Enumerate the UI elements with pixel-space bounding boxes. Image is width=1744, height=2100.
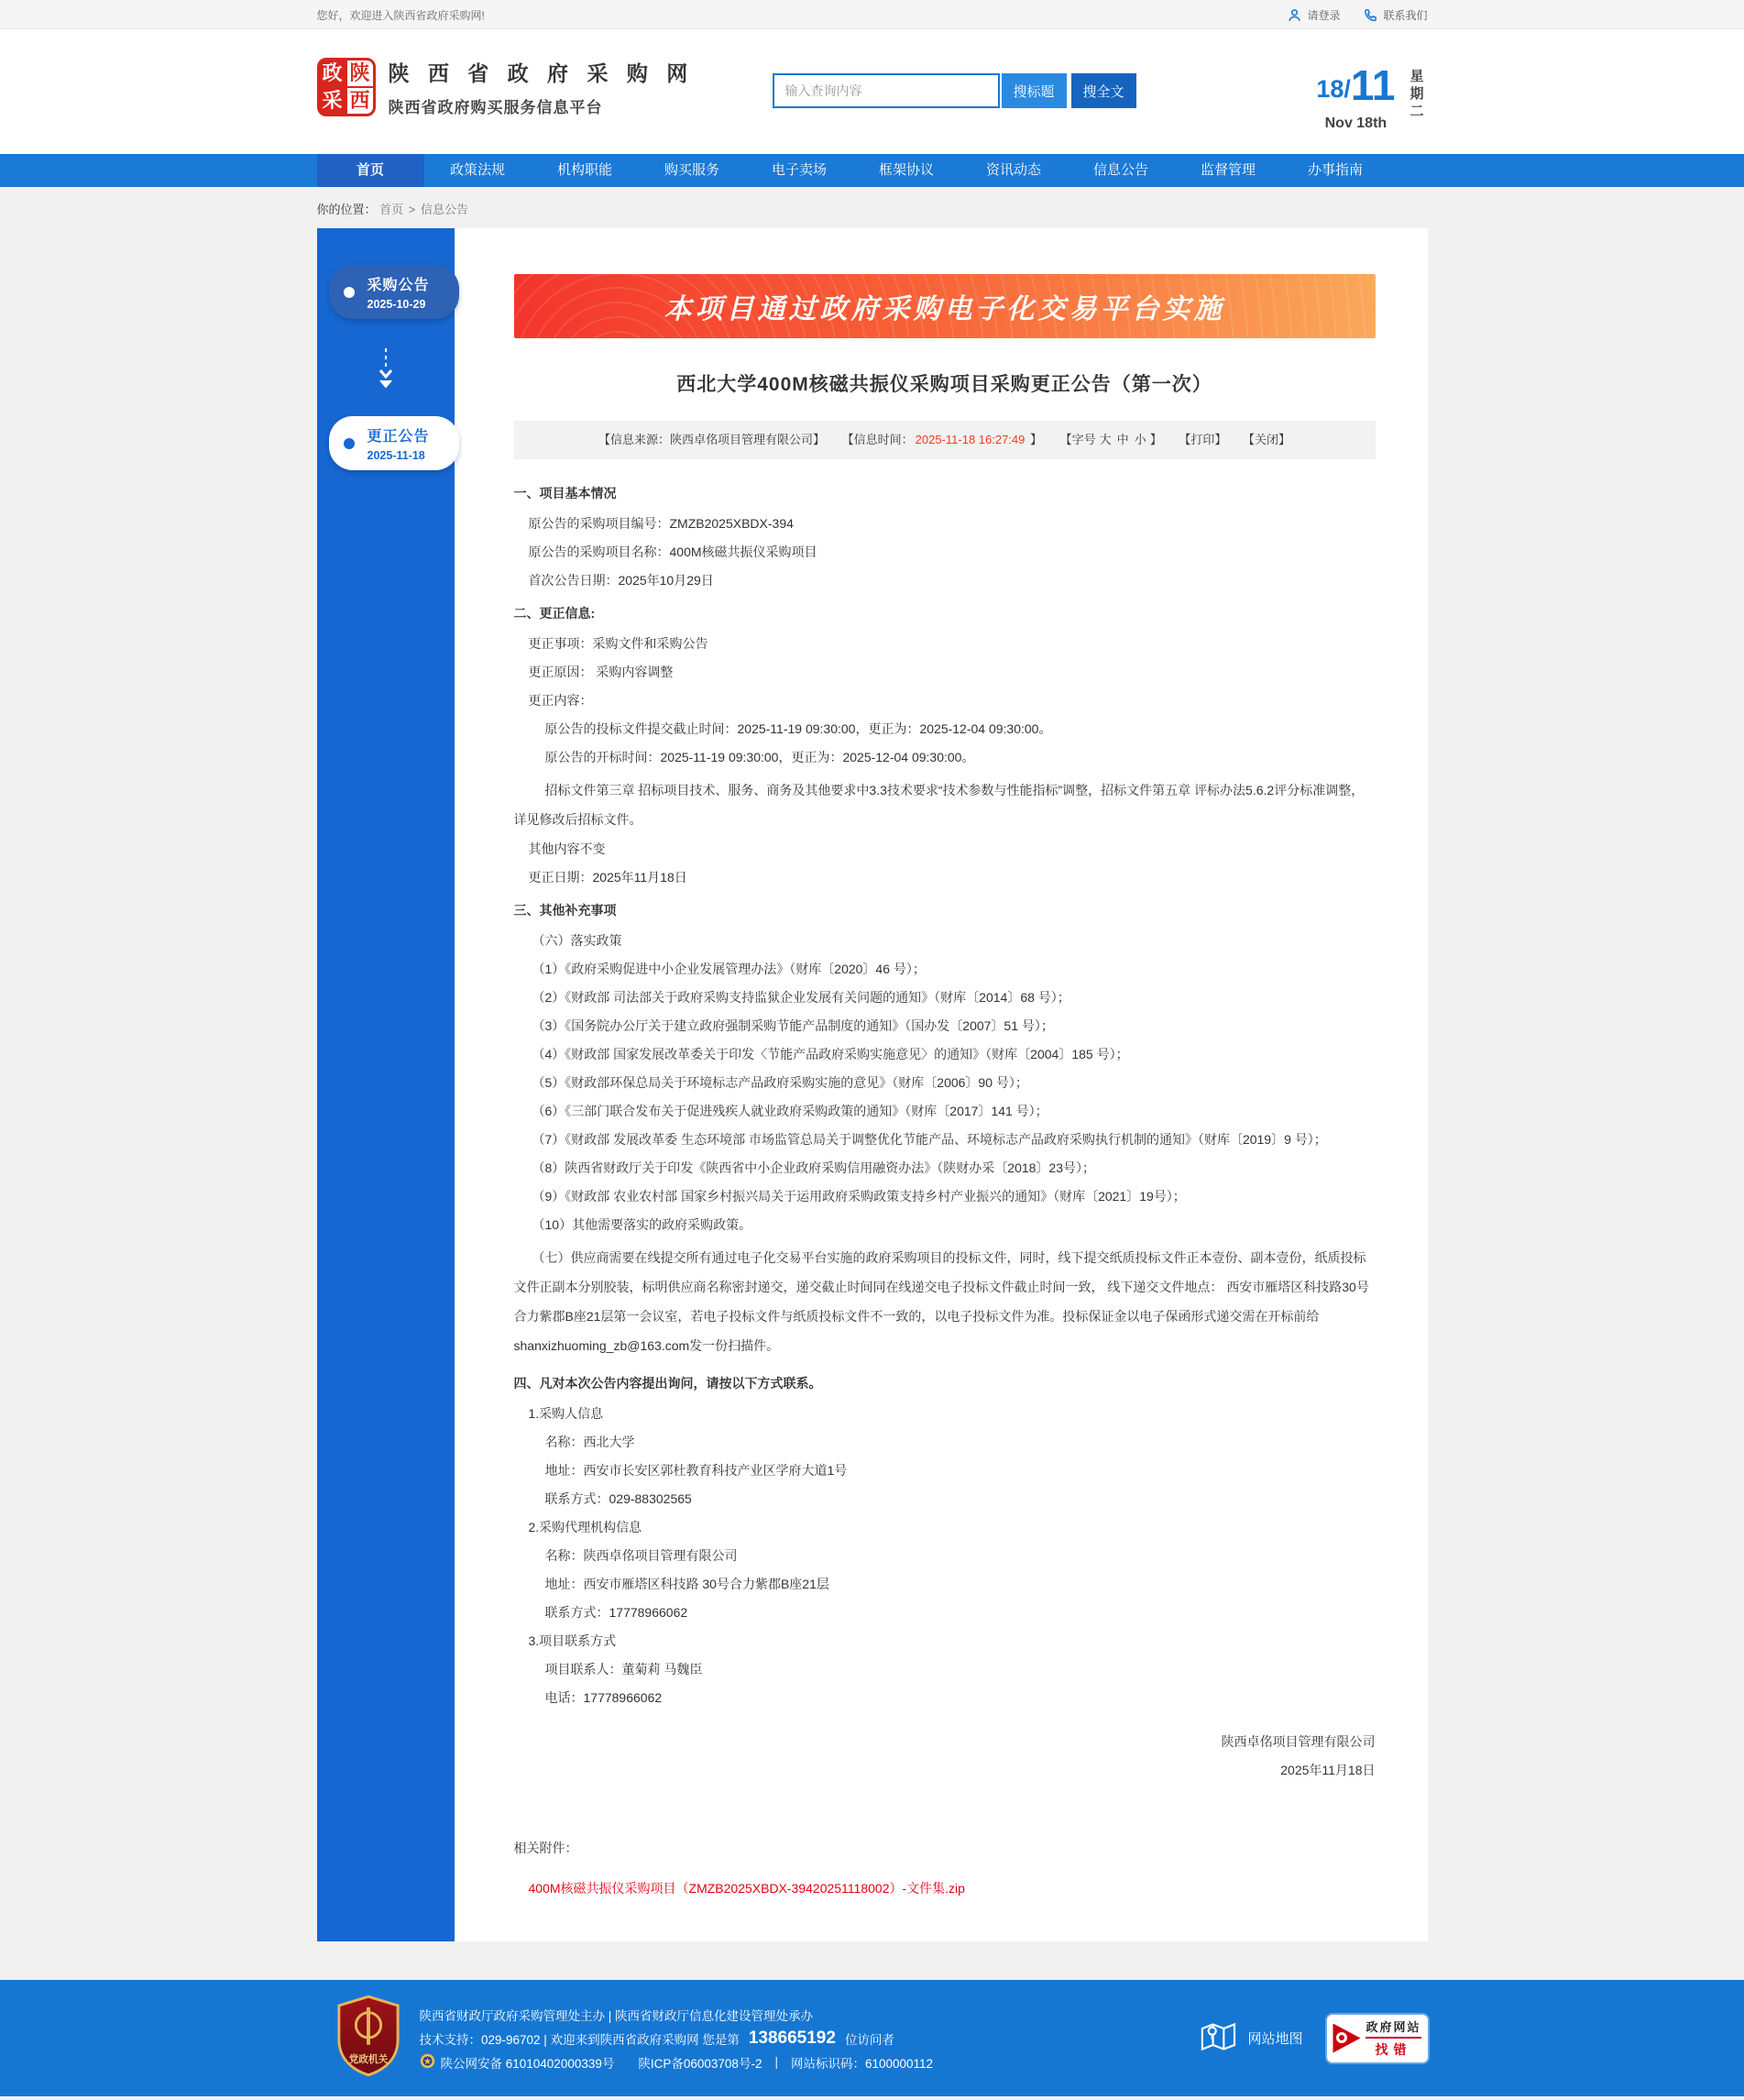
platform-banner xyxy=(514,274,1376,338)
search-input[interactable] xyxy=(773,73,1000,108)
article-paragraph: 联系方式：17778966062 xyxy=(544,1605,688,1620)
sitemap-icon xyxy=(1200,2020,1236,2057)
article-paragraph: 项目联系人：董菊莉 马魏臣 xyxy=(544,1662,703,1677)
fontsize-label: 【字号 xyxy=(1059,433,1096,446)
footer-support-text: 技术支持：029-96702 | 欢迎来到陕西省政府采购网 您是第 xyxy=(419,2032,740,2047)
date-weekday: 星期二 xyxy=(1409,69,1424,119)
timeline-dot xyxy=(344,438,355,449)
article-paragraph: （六）落实政策 xyxy=(532,933,622,948)
date-english: Nov 18th xyxy=(1324,115,1388,131)
police-badge-icon xyxy=(420,2053,435,2072)
top-bar xyxy=(0,0,1744,29)
meta-time-value: 2025-11-18 16:27:49 xyxy=(915,433,1026,446)
meta-time-close: 】 xyxy=(1026,433,1043,446)
fontsize-close: 】 xyxy=(1149,433,1162,446)
nav-item-监督管理[interactable]: 监督管理 xyxy=(1200,162,1256,178)
article-title: 西北大学400M核磁共振仪采购项目采购更正公告（第一次） xyxy=(676,374,1212,395)
main-nav-inner xyxy=(317,154,1428,187)
article-paragraph: 更正内容： xyxy=(528,693,593,708)
site-logo[interactable] xyxy=(317,57,695,117)
nav-item-资讯动态[interactable]: 资讯动态 xyxy=(985,162,1041,178)
section-heading: 三、其他补充事项 xyxy=(513,903,617,918)
welcome-text: 您好，欢迎进入陕西省政府采购网! xyxy=(316,8,485,22)
article-paragraph: 更正原因： 采购内容调整 xyxy=(528,665,674,679)
article-paragraph: 2.采购代理机构信息 xyxy=(528,1520,642,1534)
article-paragraph: （6）《三部门联合发布关于促进残疾人就业政府采购政策的通知》（财库〔2017〕141 号）； xyxy=(532,1104,1048,1118)
logo-char: 政 xyxy=(320,60,346,86)
party-gov-badge-icon xyxy=(335,1995,401,2082)
meta-time xyxy=(841,433,1043,446)
attachments-label: 相关附件： xyxy=(513,1841,578,1855)
article-paragraph: （七）供应商需要在线提交所有通过电子化交易平台实施的政府采购项目的投标文件，同时，线下提交纸质投标文件正本壹份、副本壹份，纸质投标文件正副本分别胶装，标明供应商名称密封递交，递交截止时间同在线递交电子投标文件截止时间一致， 线下递交文件地点： 西安市雁塔区科技路30号合力紫郡B座21层第一会议室，若电子投标文件与纸质投标文件不一致的，以电子投标文件为准。投标保证金以电子保函形式递交需在开标前给shanxizhuoming_zb@163.com发一份扫描件。 xyxy=(513,1250,1369,1353)
article-paragraph: （1）《政府采购促进中小企业发展管理办法》（财库〔2020〕46 号）； xyxy=(532,962,926,976)
logo-char: 陕 xyxy=(347,60,373,86)
footer-visitor-suffix: 位访问者 xyxy=(844,2032,894,2047)
article-paragraph: 名称：西北大学 xyxy=(544,1435,635,1449)
nav-item-框架协议[interactable]: 框架协议 xyxy=(878,162,934,178)
sitemap-label: 网站地图 xyxy=(1247,2031,1303,2047)
svg-text:党政机关: 党政机关 xyxy=(348,2054,388,2066)
login-label: 请登录 xyxy=(1307,8,1341,22)
find-error-icon xyxy=(1333,2024,1360,2053)
contact-label: 联系我们 xyxy=(1383,8,1428,22)
article-paragraph: 原公告的采购项目编号：ZMZB2025XBDX-394 xyxy=(528,516,794,531)
timeline-step-purchase-notice[interactable] xyxy=(329,265,459,319)
nav-item-政策法规[interactable]: 政策法规 xyxy=(449,162,505,178)
fontsize-large-button[interactable]: 大 xyxy=(1099,433,1112,446)
timeline-sidebar xyxy=(317,228,455,1941)
timeline-step-date: 2025-11-18 xyxy=(367,449,425,462)
article-paragraph: 陕西卓佲项目管理有限公司 xyxy=(1221,1734,1376,1749)
article-paragraph: 其他内容不变 xyxy=(528,841,606,856)
article-paragraph: 名称：陕西卓佲项目管理有限公司 xyxy=(544,1548,738,1563)
sitemap-link[interactable] xyxy=(1200,2020,1302,2057)
site-subtitle: 陕西省政府购买服务信息平台 xyxy=(388,99,603,116)
article-paragraph: 原公告的投标文件提交截止时间：2025-11-19 09:30:00，更正为：2025-12-04 09:30:00。 xyxy=(544,721,1052,736)
timeline-step-title: 采购公告 xyxy=(367,278,430,293)
user-icon xyxy=(1288,8,1301,22)
date-day: 18/ xyxy=(1316,75,1351,103)
article-paragraph: 地址：西安市雁塔区科技路 30号合力紫郡B座21层 xyxy=(544,1577,829,1591)
section-heading: 二、更正信息: xyxy=(513,606,596,621)
site-footer xyxy=(0,1980,1744,2096)
timeline-step-title: 更正公告 xyxy=(367,429,430,445)
breadcrumb xyxy=(317,200,1428,217)
nav-item-办事指南[interactable]: 办事指南 xyxy=(1307,162,1363,178)
meta-fontsize xyxy=(1059,433,1163,446)
article-paragraph: （2）《财政部 司法部关于政府采购支持监狱企业发展有关问题的通知》（财库〔2014〕68 号）； xyxy=(532,990,1070,1005)
visitor-count: 138665192 xyxy=(748,2028,836,2048)
footer-host-line xyxy=(420,2006,934,2024)
phone-icon xyxy=(1364,8,1377,22)
main-area xyxy=(317,228,1428,1941)
security-record-link[interactable]: 陕公网安备 61010402000339号 xyxy=(440,2056,615,2071)
breadcrumb-separator: > xyxy=(408,203,416,216)
platform-banner-text: 本项目通过政府采购电子化交易平台实施 xyxy=(664,294,1225,324)
timeline-step-date: 2025-10-29 xyxy=(367,298,426,311)
article-meta-bar xyxy=(514,421,1376,459)
nav-item-机构职能[interactable]: 机构职能 xyxy=(556,162,612,178)
meta-source: 【信息来源：陕西卓佲项目管理有限公司】 xyxy=(598,433,825,446)
article-paragraph: 招标文件第三章 招标项目技术、服务、商务及其他要求中3.3技术要求“技术参数与性能指标”调整，招标文件第五章 评标办法5.6.2评分标准调整，详见修改后招标文件。 xyxy=(513,783,1365,827)
article-paragraph: 更正日期：2025年11月18日 xyxy=(528,870,687,885)
breadcrumb-current[interactable]: 信息公告 xyxy=(421,203,469,216)
site-title: 陕 西 省 政 府 采 购 网 xyxy=(388,61,695,85)
article-paragraph: （5）《财政部环保总局关于环境标志产品政府采购实施的意见》（财库〔2006〕90 号）； xyxy=(532,1075,1028,1090)
attachments-section xyxy=(514,1839,1376,1897)
article-paragraph: （8）陕西省财政厅关于印发《陕西省中小企业政府采购信用融资办法》（陕财办采〔2018〕23号）； xyxy=(532,1160,1096,1175)
timeline-dot xyxy=(344,287,355,298)
section-heading: 四、凡对本次公告内容提出询问，请按以下方式联系。 xyxy=(513,1376,822,1391)
date-month: 11 xyxy=(1350,61,1396,109)
site-code: 网站标识码：6100000112 xyxy=(790,2056,934,2071)
print-button[interactable]: 【打印】 xyxy=(1179,433,1227,446)
article-panel xyxy=(455,228,1428,1941)
find-error-badge[interactable] xyxy=(1327,2015,1428,2062)
fontsize-medium-button[interactable]: 中 xyxy=(1116,433,1129,446)
search-title-button[interactable]: 搜标题 xyxy=(1002,73,1067,108)
search-fulltext-button[interactable]: 搜全文 xyxy=(1071,73,1136,108)
article-paragraph: （9）《财政部 农业农村部 国家乡村振兴局关于运用政府采购政策支持乡村产业振兴的通知》（财库〔2021〕19号）； xyxy=(532,1189,1186,1204)
breadcrumb-label: 你的位置： xyxy=(316,203,377,216)
article-body xyxy=(514,483,1376,1780)
site-header xyxy=(0,29,1744,154)
article-paragraph: 2025年11月18日 xyxy=(1280,1763,1376,1777)
article-paragraph: （3）《国务院办公厅关于建立政府强制采购节能产品制度的通知》（国办发〔2007〕51 号）； xyxy=(532,1018,1054,1033)
fontsize-small-button[interactable]: 小 xyxy=(1134,433,1146,446)
nav-item-信息公告[interactable]: 信息公告 xyxy=(1092,162,1148,178)
article-paragraph: 地址：西安市长安区郭杜教育科技产业区学府大道1号 xyxy=(544,1463,848,1478)
arrow-down-icon xyxy=(317,319,455,416)
article-paragraph: （4）《财政部 国家发展改革委关于印发〈节能产品政府采购实施意见〉的通知》（财库〔2004〕185 号）； xyxy=(532,1047,1129,1061)
find-error-line2: 找错 xyxy=(1375,2042,1412,2057)
login-link[interactable] xyxy=(1288,7,1340,23)
article-paragraph: 3.项目联系方式 xyxy=(528,1633,617,1648)
article-paragraph: 原公告的开标时间：2025-11-19 09:30:00，更正为：2025-12-04 09:30:00。 xyxy=(544,750,975,764)
article-paragraph: 首次公告日期：2025年10月29日 xyxy=(528,573,714,588)
article-paragraph: 更正事项：采购文件和采购公告 xyxy=(528,636,708,651)
article-paragraph: 电话：17778966062 xyxy=(544,1690,663,1705)
logo-char: 西 xyxy=(347,88,373,114)
close-button[interactable]: 【关闭】 xyxy=(1242,433,1290,446)
article-paragraph: 1.采购人信息 xyxy=(528,1406,604,1421)
footer-security-line xyxy=(420,2053,934,2072)
attachment-link[interactable]: 400M核磁共振仪采购项目（ZMZB2025XBDX-39420251118002）-文件集.zip xyxy=(528,1881,965,1896)
logo-char: 采 xyxy=(320,88,346,114)
footer-separator: | xyxy=(774,2055,778,2069)
search-bar xyxy=(773,73,1136,108)
timeline-step-correction-notice[interactable] xyxy=(329,416,459,470)
article-paragraph: 联系方式：029-88302565 xyxy=(544,1491,692,1506)
article-paragraph: （7）《财政部 发展改革委 生态环境部 市场监管总局关于调整优化节能产品、环境标志产品政府采购执行机制的通知》（财库〔2019〕9 号）； xyxy=(532,1132,1327,1147)
section-heading: 一、项目基本情况 xyxy=(513,486,617,500)
nav-item-购买服务[interactable]: 购买服务 xyxy=(664,162,719,178)
icp-record-link[interactable]: 陕ICP备06003708号-2 xyxy=(638,2056,762,2071)
date-widget xyxy=(1316,61,1425,132)
footer-support-line xyxy=(420,2029,934,2049)
find-error-line1: 政府网站 xyxy=(1366,2018,1420,2039)
footer-host-text: 陕西省财政厅政府采购管理处主办 | 陕西省财政厅信息化建设管理处承办 xyxy=(419,2008,814,2023)
nav-item-电子卖场[interactable]: 电子卖场 xyxy=(771,162,827,178)
main-nav xyxy=(0,154,1744,187)
logo-seal-icon xyxy=(317,58,376,116)
contact-link[interactable] xyxy=(1364,7,1427,23)
nav-item-首页[interactable]: 首页 xyxy=(317,154,424,187)
article-paragraph: （10）其他需要落实的政府采购政策。 xyxy=(532,1217,752,1232)
breadcrumb-home-link[interactable]: 首页 xyxy=(379,203,404,216)
meta-time-label: 【信息时间： xyxy=(841,433,914,446)
article-paragraph: 原公告的采购项目名称：400M核磁共振仪采购项目 xyxy=(528,544,817,559)
